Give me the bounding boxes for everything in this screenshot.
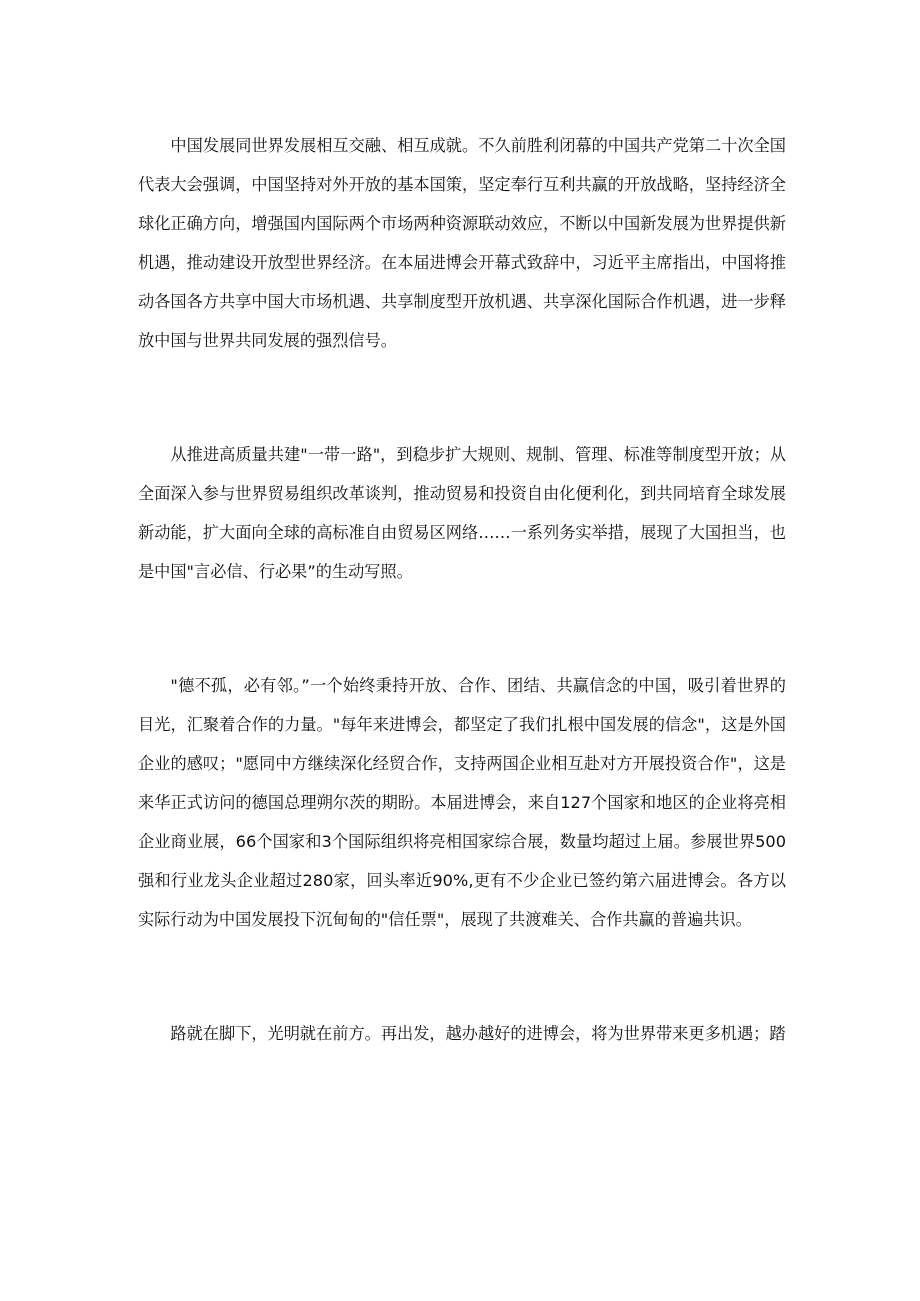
paragraph-1: 中国发展同世界发展相互交融、相互成就。不久前胜利闭幕的中国共产党第二十次全国代表大会强调，中国坚持对外开放的基本国策，坚定奉行互利共赢的开放战略，坚持经济全球化正确方向，增强国内国际两个市场两种资源联动效应，不断以中国新发展为世界提供新机遇，推动建设开放型世界经济。在本届进博会开幕式致辞中，习近平主席指出，中国将推动各国各方共享中国大市场机遇、共享制度型开放机遇、共享深化国际合作机遇，进一步释放中国与世界共同发展的强烈信号。 <box>138 136 786 350</box>
paragraph-2: 从推进高质量共建"一带一路"，到稳步扩大规则、规制、管理、标准等制度型开放；从全面深入参与世界贸易组织改革谈判，推动贸易和投资自由化便利化，到共同培育全球发展新动能，扩大面向全球的高标准自由贸易区网络……一系列务实举措，展现了大国担当，也是中国"言必信、行必果”的生动写照。 <box>138 445 786 581</box>
paragraph-3: "德不孤，必有邻。”一个始终秉持开放、合作、团结、共赢信念的中国，吸引着世界的目光，汇聚着合作的力量。"每年来进博会，都坚定了我们扎根中国发展的信念"，这是外国企业的感叹；"愿同中方继续深化经贸合作，支持两国企业相互赴对方开展投资合作"，这是来华正式访问的德国总理朔尔茨的期盼。本届进博会，来自127个国家和地区的企业将亮相企业商业展，66个国家和3个国际组织将亮相国家综合展，数量均超过上届。参展世界500强和行业龙头企业超过280家，回头率近90%,更有不少企业已签约第六届进博会。各方以实际行动为中国发展投下沉甸甸的"信任票"，展现了共渡难关、合作共赢的普遍共识。 <box>138 676 786 929</box>
paragraph-4: 路就在脚下，光明就在前方。再出发，越办越好的进博会，将为世界带来更多机遇；踏 <box>170 1024 786 1043</box>
article-body <box>138 126 786 1053</box>
